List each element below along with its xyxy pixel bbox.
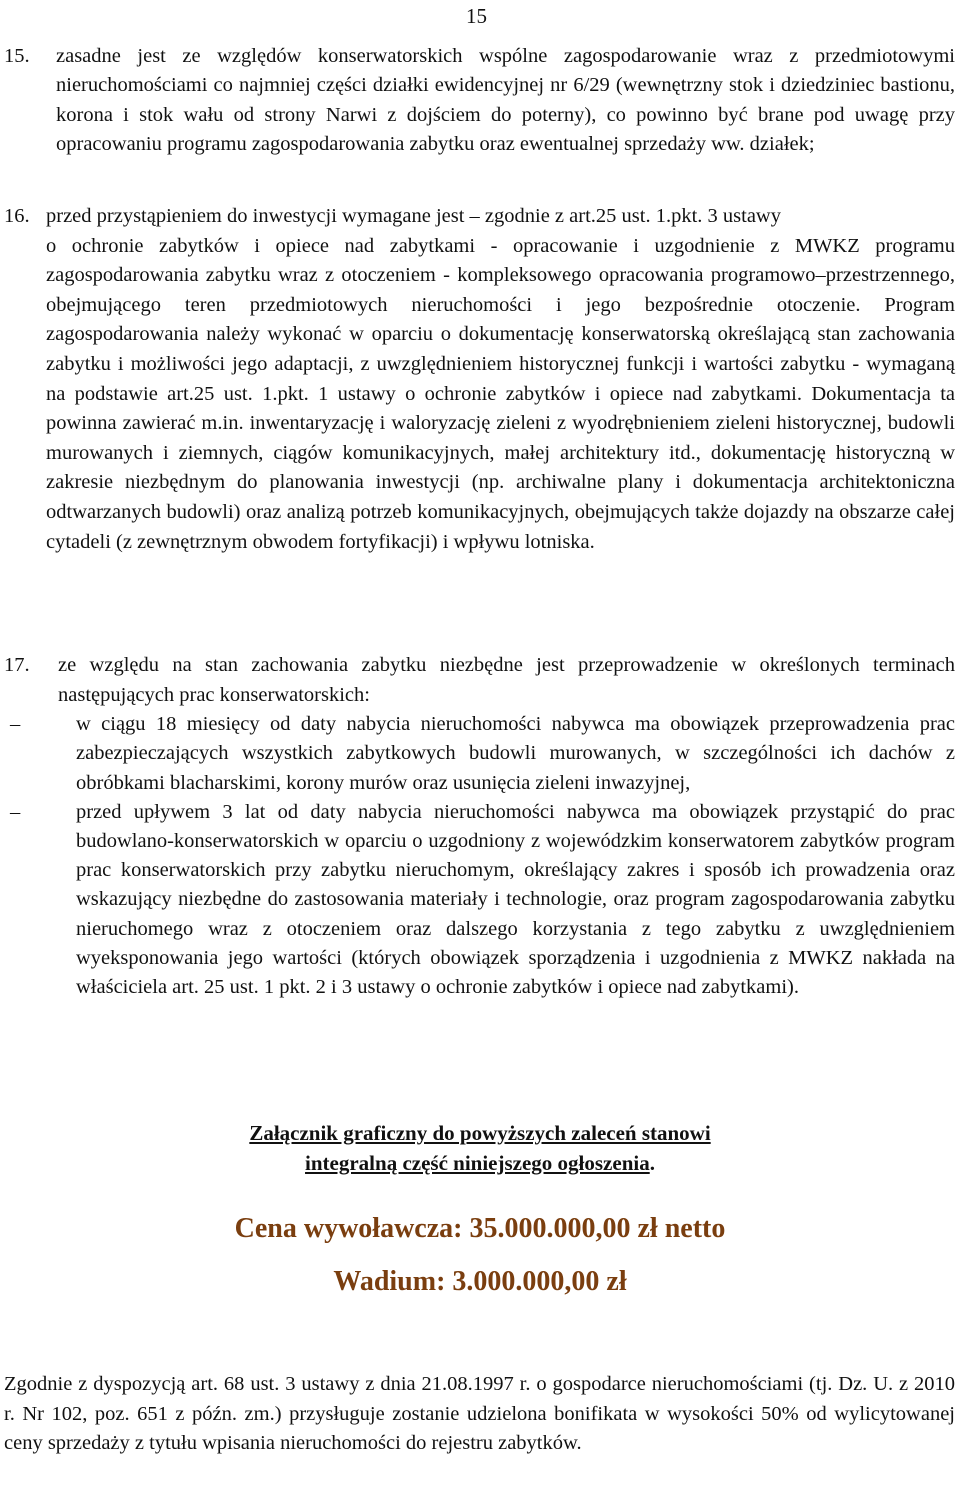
discount-note: Zgodnie z dyspozycją art. 68 ust. 3 ustawy z dnia 21.08.1997 r. o gospodarce nieruchomościami (tj. Dz. U. z 2010 r. Nr 102, poz. 651 z późn. zm.) przysługuje zostanie udzielona bonifikata w wysokości 50% od wylicytowanej ceny sprzedaży z tytułu wpisania nieruchomości do rejestru zabytków. xyxy=(4,1373,955,1454)
list-item-17 xyxy=(0,651,955,1002)
item-number: 17. xyxy=(4,654,30,676)
dash-marker: – xyxy=(10,800,21,823)
dash-marker: – xyxy=(10,713,21,736)
attachment-note xyxy=(0,1118,960,1178)
attachment-line-2: integralną część niniejszego ogłoszenia xyxy=(305,1151,650,1175)
attachment-line-1: Załącznik graficzny do powyższych zaleceń stanowi xyxy=(249,1121,711,1145)
bullet-item xyxy=(10,798,955,1002)
bullet-text: w ciągu 18 miesięcy od daty nabycia nieruchomości nabywca ma obowiązek przeprowadzenia prac zabezpieczających wszystkich zabytkowych budowli murowanych, w szczególności ich dachów z obróbkami blacharskimi, korony murów oraz usunięcia zieleni inwazyjnej, xyxy=(76,713,955,794)
list-item-15 xyxy=(0,42,955,160)
deposit-amount: Wadium: 3.000.000,00 zł xyxy=(333,1266,627,1297)
item-text-first-line: przed przystąpieniem do inwestycji wymagane jest – zgodnie z art.25 ust. 1.pkt. 3 ustawy xyxy=(46,205,781,227)
item-text: ze względu na stan zachowania zabytku niezbędne jest przeprowadzenie w określonych terminach następujących prac konserwatorskich: xyxy=(58,654,955,706)
bullet-text: przed upływem 3 lat od daty nabycia nieruchomości nabywca ma obowiązek przystąpić do prac budowlano-konserwatorskich w oparciu o uzgodniony z wojewódzkim konserwatorem zabytków program prac konserwatorskich przy zabytku nieruchomym, określający zakres i sposób ich prowadzenia oraz wskazujący niezbędne do zastosowania materiały i technologie, oraz program zagospodarowania zabytku nieruchomego wraz z otoczeniem oraz dalszego korzystania z tego zabytku z uwzględnieniem wyeksponowania jego wartości (których obowiązek sporządzenia i uzgodnienia z MWKZ nakłada na właściciela art. 25 ust. 1 pkt. 2 i 3 ustawy o ochronie zabytków i opiece nad zabytkami). xyxy=(76,800,955,999)
item-number: 16. xyxy=(4,205,30,227)
attachment-period: . xyxy=(649,1151,655,1175)
page-number: 15 xyxy=(466,4,487,28)
starting-price: Cena wywoławcza: 35.000.000,00 zł netto xyxy=(234,1213,726,1244)
item-number: 15. xyxy=(4,45,30,67)
item-text: zasadne jest ze względów konserwatorskich wspólne zagospodarowanie wraz z przedmiotowymi nieruchomościami co najmniej części działki ewidencyjnej nr 6/29 (wewnętrzny stok i dziedziniec bastionu, korona i stok wału od strony Narwi z dojściem do poterny), co powinno być brane pod uwagę przy opracowaniu programu zagospodarowania zabytku oraz ewentualnej sprzedaży ww. działek; xyxy=(56,45,955,156)
bullet-item xyxy=(10,710,955,798)
item-text: o ochronie zabytków i opiece nad zabytkami - opracowanie i uzgodnienie z MWKZ programu zagospodarowania zabytku wraz z otoczeniem - kompleksowego opracowania programowo–przestrzennego, obejmującego teren przedmiotowych nieruchomości i jego bezpośrednie otoczenie. Program zagospodarowania należy wykonać w oparciu o dokumentację konserwatorską określającą stan zachowania zabytku i możliwości jego adaptacji, z uwzględnieniem historycznej funkcji i wartości zabytku - wymaganą na podstawie art.25 ust. 1.pkt. 1 ustawy o ochronie zabytków i opiece nad zabytkami. Dokumentacja ta powinna zawierać m.in. inwentaryzację i waloryzację zieleni z wyodrębnieniem zieleni historycznej, budowli murowanych i ziemnych, ciągów komunikacyjnych, małej architektury itd., dokumentację historyczną w zakresie niezbędnym do planowania inwestycji (np. archiwalne plany i dokumentacja architektoniczna odtwarzanych budowli) oraz analizą potrzeb komunikacyjnych, obejmujących także dojazdy na obszarze całej cytadeli (z zewnętrznym obwodem fortyfikacji) i wpływu lotniska. xyxy=(46,234,955,553)
list-item-16 xyxy=(0,202,955,557)
